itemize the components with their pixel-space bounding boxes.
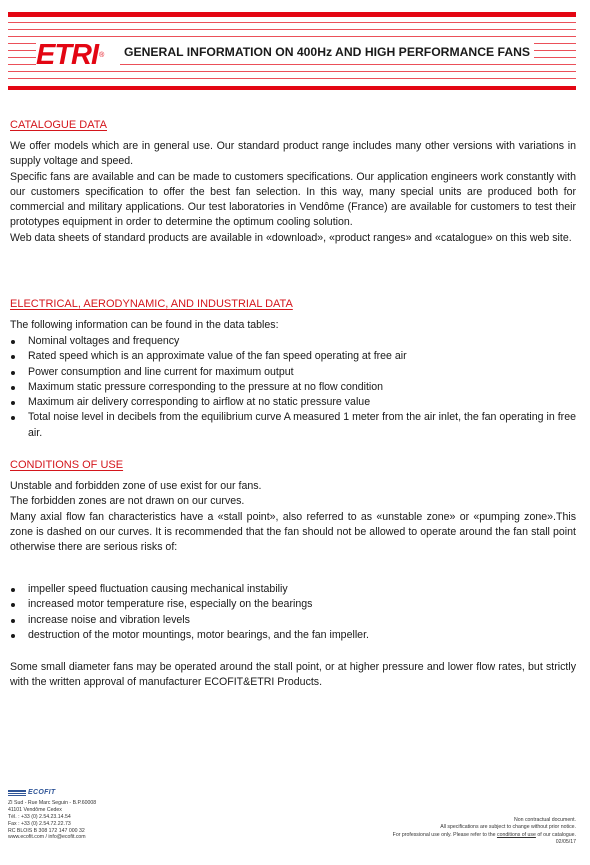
etri-logo-text: ETRI	[36, 38, 99, 71]
ecofit-logo	[8, 790, 96, 797]
list-item: Maximum static pressure corresponding to the pressure at no flow condition	[10, 380, 576, 395]
fax-line: Fax : +33 (0) 2.54.72.22.73	[8, 820, 71, 827]
electrical-list	[10, 334, 576, 441]
conditions-paragraph: Many axial flow fan characteristics have a «stall point», also referred to as «unstable zone» or «pumping zone».This zone is dashed on our curves. It is recommended that the fan should not be allowed to operate around the fan stall point otherwise there are serious risks of:	[10, 510, 576, 554]
document-date: 02/05/17	[555, 839, 576, 846]
list-item: increased motor temperature rise, especially on the bearings	[10, 597, 576, 612]
legal-note: All specifications are subject to change without prior notice.	[440, 824, 576, 831]
header-rule	[8, 78, 576, 79]
page-title: GENERAL INFORMATION ON 400Hz AND HIGH PERFORMANCE FANS	[124, 45, 531, 59]
section-title-electrical: ELECTRICAL, AERODYNAMIC, AND INDUSTRIAL DATA	[10, 298, 293, 310]
list-item: increase noise and vibration levels	[10, 613, 576, 628]
section-title-catalogue: CATALOGUE DATA	[10, 119, 107, 131]
catalogue-paragraph: Web data sheets of standard products are available in «download», «product ranges» and «catalogue» on this web site.	[10, 231, 572, 244]
electrical-intro: The following information can be found in the data tables:	[10, 319, 279, 331]
header-rule	[8, 71, 576, 72]
conditions-paragraph: The forbidden zones are not drawn on our curves.	[10, 495, 245, 508]
catalogue-paragraph: We offer models which are in general use. Our standard product range includes many other versions with variations in supply voltage and speed.	[10, 140, 576, 168]
catalogue-body	[10, 139, 576, 246]
list-item: Nominal voltages and frequency	[10, 334, 576, 349]
phone-line: Tél. : +33 (0) 2.54.23.14.54	[8, 813, 71, 820]
header-rule	[8, 22, 576, 23]
conditions-risk-list	[10, 582, 576, 643]
footer-address	[8, 790, 96, 841]
list-item: Total noise level in decibels from the equilibrium curve A measured 1 meter from the air inlet, the fan operating in free air.	[10, 410, 576, 441]
header-top-stripe	[8, 12, 576, 17]
legal-note: Non contractual document.	[514, 817, 576, 823]
section-title-conditions: CONDITIONS OF USE	[10, 459, 124, 471]
website-line: www.ecofit.com / info@ecofit.com	[8, 834, 86, 841]
list-item: impeller speed fluctuation causing mechanical instabiliy	[10, 582, 576, 597]
ecofit-logo-text: ECOFIT	[28, 789, 56, 796]
conditions-of-use-link[interactable]: conditions of use	[496, 831, 536, 838]
header-rule	[8, 36, 576, 37]
address-line: 41101 Vendôme Cedex	[8, 806, 62, 813]
etri-logo	[36, 39, 120, 71]
conditions-paragraph: Unstable and forbidden zone of use exist for our fans.	[10, 480, 262, 492]
list-item: Maximum air delivery corresponding to airflow at no static pressure value	[10, 395, 576, 410]
conditions-body	[10, 479, 576, 555]
list-item: Rated speed which is an approximate value of the fan speed operating at free air	[10, 349, 576, 364]
header-bottom-stripe	[8, 86, 576, 90]
ecofit-logo-icon	[8, 790, 26, 796]
list-item: destruction of the motor mountings, motor bearings, and the fan impeller.	[10, 628, 576, 643]
catalogue-paragraph: Specific fans are available and can be made to customers specifications. Our application engineers work constantly with our customers specification to offer the best fan selection. In this way, many special units are produced both for commercial and military applications. Our test laboratories in Vendôme (France) are available for customers to test their prototypes equipment in order to determine the optimum cooling solution.	[10, 170, 576, 229]
list-item: Power consumption and line current for maximum output	[10, 365, 576, 380]
address-line: ZI Sud - Rue Marc Seguin - B.P.60008	[8, 799, 97, 806]
legal-note: For professional use only. Please refer to the conditions of use of our catalogue.	[392, 831, 576, 838]
footer-legal	[393, 817, 576, 847]
header-title-box	[120, 43, 534, 61]
header-rule	[8, 29, 576, 30]
registration-line: RC BLOIS B 308 172 147 000 32	[8, 827, 85, 834]
registered-mark: ®	[99, 51, 105, 59]
conditions-closing: Some small diameter fans may be operated around the stall point, or at higher pressure and lower flow rates, but strictly with the written approval of manufacturer ECOFIT&ETRI Products.	[10, 661, 576, 689]
page-header	[8, 12, 576, 92]
